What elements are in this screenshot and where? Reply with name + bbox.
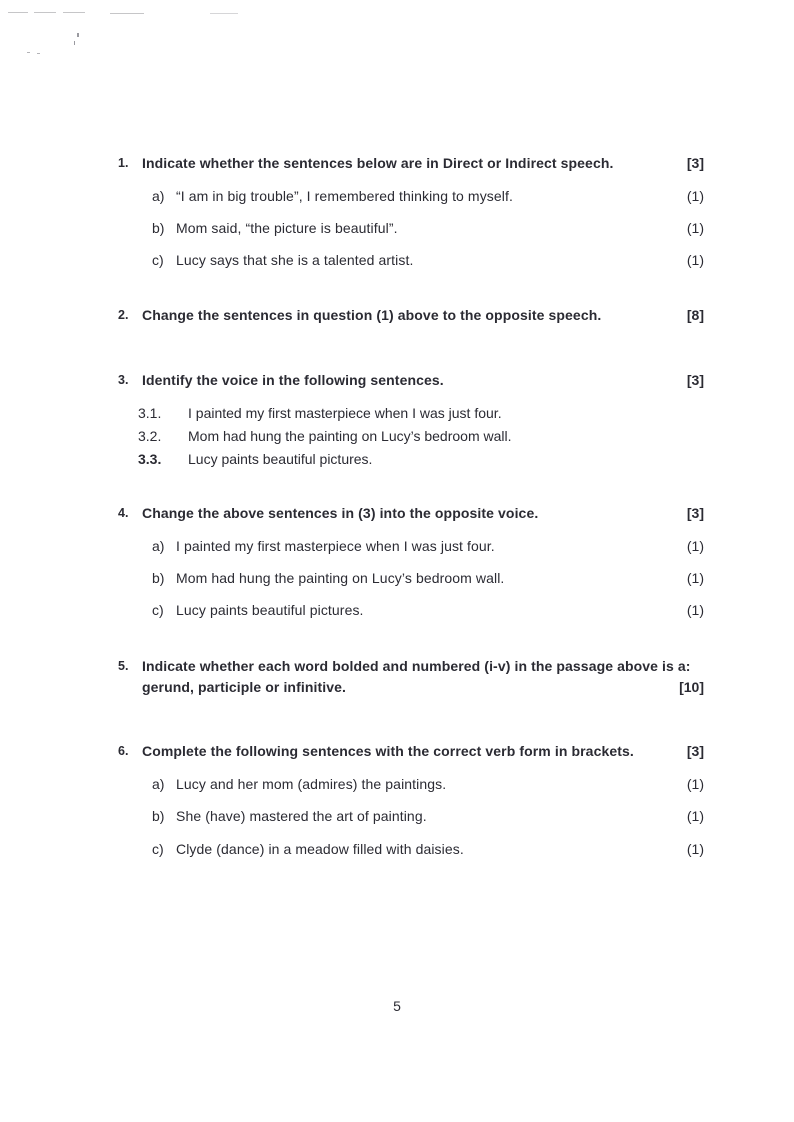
- question-number: 2.: [118, 308, 129, 322]
- marks-badge: [10]: [679, 679, 704, 695]
- question-3-sub-3: [138, 448, 704, 470]
- question-6-heading: [118, 741, 704, 762]
- item-marks: (1): [686, 841, 704, 857]
- question-number: 6.: [118, 744, 129, 758]
- item-label: b): [152, 808, 165, 824]
- question-number: 1.: [118, 156, 129, 170]
- question-6-item-b: [152, 806, 704, 827]
- question-1: [118, 153, 704, 271]
- page-number: 5: [393, 998, 401, 1014]
- sub-item-text: I painted my first masterpiece when I was just four.: [188, 405, 502, 421]
- question-number: 3.: [118, 373, 129, 387]
- item-text: Lucy paints beautiful pictures.: [176, 602, 364, 618]
- question-text: Identify the voice in the following sentences.: [142, 372, 444, 388]
- scan-artifact: [34, 12, 56, 13]
- item-label: c): [152, 252, 164, 268]
- question-6: [118, 741, 704, 860]
- question-3-sub-1: [138, 402, 704, 424]
- item-marks: (1): [686, 808, 704, 824]
- question-1-item-c: [152, 250, 704, 271]
- scan-artifact: [27, 52, 30, 53]
- question-text: Indicate whether the sentences below are in Direct or Indirect speech.: [142, 155, 614, 171]
- item-marks: (1): [686, 220, 704, 236]
- question-5-heading: [118, 656, 704, 698]
- question-3: [118, 370, 704, 470]
- question-6-item-c: [152, 839, 704, 860]
- sub-item-text: Mom had hung the painting on Lucy’s bedroom wall.: [188, 428, 512, 444]
- item-text: Lucy and her mom (admires) the paintings.: [176, 776, 447, 792]
- question-3-sub-2: [138, 425, 704, 447]
- marks-badge: [3]: [686, 505, 704, 521]
- question-4-item-c: [152, 600, 704, 621]
- question-1-item-b: [152, 218, 704, 239]
- item-label: c): [152, 602, 164, 618]
- sub-item-label: 3.2.: [138, 428, 162, 444]
- question-number: 4.: [118, 506, 129, 520]
- item-label: b): [152, 570, 165, 586]
- question-5: [118, 656, 704, 698]
- marks-badge: [3]: [686, 743, 704, 759]
- question-4-item-a: [152, 536, 704, 557]
- item-marks: (1): [686, 538, 704, 554]
- question-4-item-b: [152, 568, 704, 589]
- question-1-item-a: [152, 186, 704, 207]
- item-text: Mom said, “the picture is beautiful”.: [176, 220, 398, 236]
- scan-artifact: [110, 13, 144, 14]
- item-marks: (1): [686, 252, 704, 268]
- question-4-heading: [118, 503, 704, 524]
- item-marks: (1): [686, 776, 704, 792]
- marks-badge: [3]: [686, 155, 704, 171]
- sub-item-text: Lucy paints beautiful pictures.: [188, 451, 373, 467]
- question-2-heading: [118, 305, 704, 326]
- scan-artifact: [74, 41, 75, 45]
- item-text: “I am in big trouble”, I remembered thinking to myself.: [176, 188, 513, 204]
- sub-item-label: 3.1.: [138, 405, 162, 421]
- item-marks: (1): [686, 188, 704, 204]
- item-label: a): [152, 188, 165, 204]
- item-label: a): [152, 538, 165, 554]
- marks-badge: [8]: [686, 307, 704, 323]
- marks-badge: [3]: [686, 372, 704, 388]
- scan-artifact: [37, 53, 40, 54]
- scan-artifact: [63, 12, 85, 13]
- question-4: [118, 503, 704, 621]
- question-6-item-a: [152, 774, 704, 795]
- item-text: Mom had hung the painting on Lucy’s bedroom wall.: [176, 570, 505, 586]
- question-number: 5.: [118, 659, 129, 673]
- question-text: Complete the following sentences with the correct verb form in brackets.: [142, 743, 634, 759]
- scan-artifact: [77, 33, 79, 37]
- item-label: a): [152, 776, 165, 792]
- item-text: I painted my first masterpiece when I was just four.: [176, 538, 495, 554]
- item-text: Clyde (dance) in a meadow filled with daisies.: [176, 841, 464, 857]
- sub-item-label: 3.3.: [138, 451, 162, 467]
- item-text: Lucy says that she is a talented artist.: [176, 252, 414, 268]
- item-marks: (1): [686, 570, 704, 586]
- item-marks: (1): [686, 602, 704, 618]
- question-text: Indicate whether each word bolded and numbered (i-v) in the passage above is a: gerund, participle or infinitive.: [142, 658, 691, 695]
- question-3-heading: [118, 370, 704, 391]
- item-label: c): [152, 841, 164, 857]
- question-text: Change the above sentences in (3) into the opposite voice.: [142, 505, 539, 521]
- question-text: Change the sentences in question (1) above to the opposite speech.: [142, 307, 602, 323]
- scan-artifact: [210, 13, 238, 14]
- item-text: She (have) mastered the art of painting.: [176, 808, 427, 824]
- scan-artifact: [8, 12, 28, 13]
- item-label: b): [152, 220, 165, 236]
- question-1-heading: [118, 153, 704, 174]
- question-2: [118, 305, 704, 326]
- question-list: [118, 153, 704, 860]
